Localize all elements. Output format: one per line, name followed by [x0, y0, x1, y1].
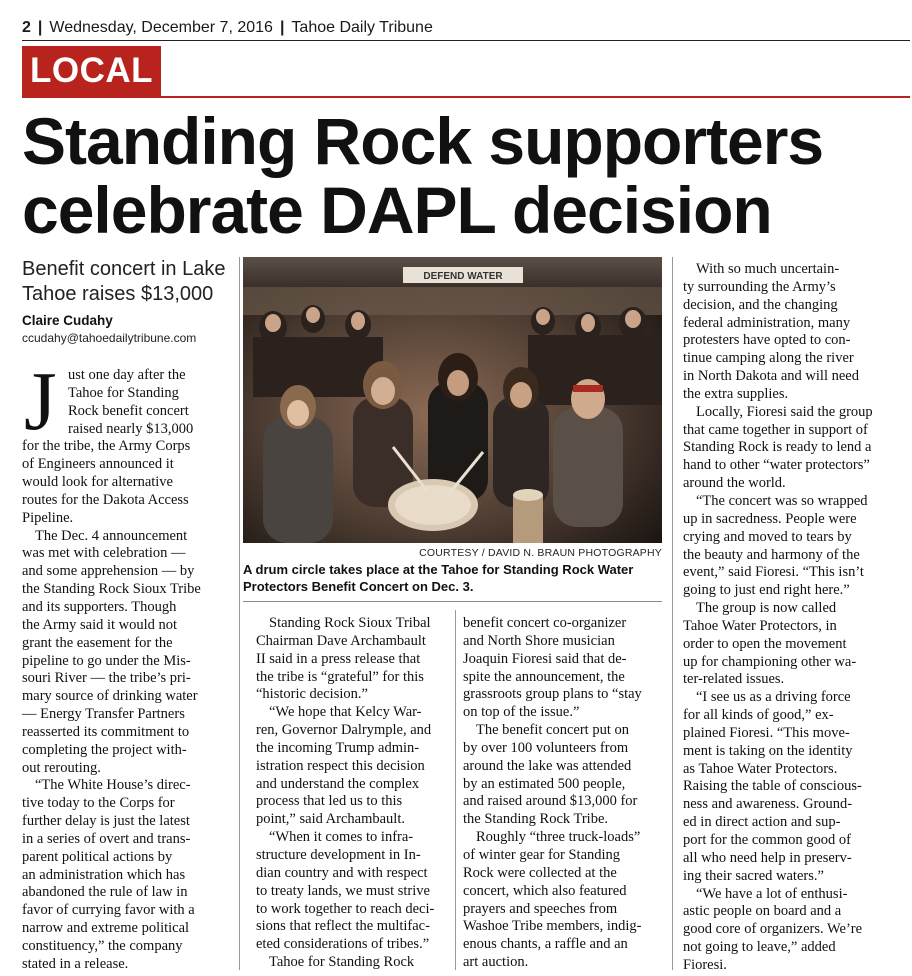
body-line: in North Dakota and will need	[683, 368, 859, 385]
body-line: and raised around $13,000 for	[463, 793, 638, 810]
body-line: Washoe Tribe members, indig-	[463, 918, 642, 935]
section-rule	[22, 96, 910, 98]
body-line: Tahoe Water Protectors, in	[683, 617, 837, 634]
body-line: Standing Rock Sioux Tribal	[269, 615, 431, 631]
body-line: going to just end right here.”	[683, 582, 850, 599]
news-photo	[243, 257, 662, 543]
body-line: constituency,” the company	[22, 938, 183, 954]
folio-line: 2 | Wednesday, December 7, 2016 | Tahoe Daily Tribune	[22, 19, 433, 36]
body-line: and North Shore musician	[463, 632, 615, 649]
body-line: of winter gear for Standing	[463, 846, 621, 863]
body-line: port for the common good of	[683, 832, 851, 848]
body-line: the incoming Trump admin-	[256, 739, 420, 756]
body-line: enous chants, a raffle and an	[463, 936, 628, 953]
body-line: The benefit concert put on	[476, 722, 629, 739]
body-column-3	[463, 615, 663, 972]
body-line: to treaty lands, we must strive	[256, 882, 430, 899]
body-line: further delay is just the latest	[22, 813, 190, 830]
body-line: Tahoe for Standing Rock	[269, 954, 415, 971]
body-line: structure development in In-	[256, 846, 421, 863]
byline-email: ccudahy@tahoedailytribune.com	[22, 331, 197, 345]
body-line: tive today to the Corps for	[22, 795, 175, 812]
column-rule	[672, 257, 673, 970]
body-line: II said in a press release that	[256, 650, 421, 667]
byline-author: Claire Cudahy	[22, 313, 113, 328]
body-line: With so much uncertain-	[696, 261, 840, 277]
body-line: ment is taking on the identity	[683, 742, 853, 759]
body-line: Raising the table of conscious-	[683, 778, 862, 795]
photo-credit: COURTESY / DAVID N. BRAUN PHOTOGRAPHY	[419, 547, 662, 559]
body-line: for all kinds of good,” ex-	[683, 707, 834, 724]
body-line: ed in direct action and sup-	[683, 814, 841, 831]
body-line: point,” said Archambault.	[256, 811, 405, 828]
body-line: benefit concert co-organizer	[463, 615, 627, 631]
body-line: eted considerations of tribes.”	[256, 936, 430, 953]
photo-caption	[243, 561, 662, 595]
banner-text: DEFEND WATER	[423, 271, 503, 282]
body-line: stated in a release.	[22, 955, 129, 972]
deck-line: Tahoe raises $13,000	[22, 283, 214, 305]
body-line: “When it comes to infra-	[269, 829, 414, 846]
body-line: on top of the issue.”	[463, 704, 580, 721]
body-line: ust one day after the	[68, 367, 186, 383]
body-line: and understand the complex	[256, 775, 420, 792]
body-line: sions that reflect the multifac-	[256, 918, 430, 935]
body-line: around the world.	[683, 475, 786, 492]
body-line: the Standing Rock Sioux Tribe	[22, 581, 201, 598]
body-line: Rock were collected at the	[463, 864, 617, 881]
publication-name: Tahoe Daily Tribune	[291, 19, 433, 36]
body-line: of Engineers announced it	[22, 456, 174, 473]
body-line: the tribe is “grateful” for this	[256, 668, 424, 685]
section-label: LOCAL	[22, 46, 161, 96]
drum-circle-photo	[243, 257, 662, 543]
body-line: “The White House’s direc-	[35, 777, 191, 794]
body-line: and its supporters. Though	[22, 598, 177, 615]
body-line: istration respect this decision	[256, 757, 425, 774]
body-line: “I see us as a driving force	[696, 689, 851, 706]
caption-line: Protectors Benefit Concert on Dec. 3.	[243, 579, 474, 594]
body-line: the Army said it would not	[22, 616, 178, 633]
body-line: pipeline to go under the Mis-	[22, 652, 191, 669]
body-line: the extra supplies.	[683, 385, 789, 402]
body-line: Chairman Dave Archambault	[256, 632, 426, 649]
body-line: up in sacredness. People were	[683, 510, 857, 527]
body-line: up for championing other wa-	[683, 653, 857, 670]
body-line: narrow and extreme political	[22, 920, 190, 937]
body-line: “historic decision.”	[256, 686, 368, 703]
headline-line: celebrate DAPL decision	[22, 173, 772, 247]
deck-line: Benefit concert in Lake	[22, 258, 226, 280]
body-line: process that led us to this	[256, 793, 403, 810]
body-line: out rerouting.	[22, 759, 101, 776]
body-line: Rock benefit concert	[68, 402, 189, 419]
body-line: Pipeline.	[22, 509, 74, 526]
body-column-2	[256, 615, 450, 972]
body-line: favor of currying favor with a	[22, 902, 195, 919]
body-column-1	[22, 367, 236, 974]
body-line: hand to other “water protectors”	[683, 457, 870, 474]
body-line: “We hope that Kelcy War-	[269, 704, 422, 721]
body-line: to work together to reach deci-	[256, 900, 435, 917]
body-line: an administration which has	[22, 866, 186, 883]
body-line: Standing Rock is ready to lend a	[683, 439, 872, 456]
body-line: all who need help in preserv-	[683, 849, 852, 866]
body-line: event,” said Fioresi. “This isn’t	[683, 564, 864, 581]
body-line: Fioresi.	[683, 956, 727, 973]
body-line: Joaquin Fioresi said that de-	[463, 650, 627, 667]
body-line: around the lake was attended	[463, 757, 632, 774]
body-line: concert, which also featured	[463, 882, 627, 899]
body-line: was met with celebration —	[22, 545, 186, 562]
body-line: would look for alternative	[22, 474, 173, 491]
body-line: grassroots group plans to “stay	[463, 686, 642, 703]
body-line: not going to leave,” added	[683, 939, 836, 956]
body-line: the Standing Rock Tribe.	[463, 811, 609, 828]
body-line: federal administration, many	[683, 314, 851, 331]
body-line: grant the easement for the	[22, 634, 173, 651]
page-number: 2	[22, 19, 31, 36]
body-line: raised nearly $13,000	[68, 420, 194, 437]
body-line: reasserted its commitment to	[22, 723, 190, 740]
body-line: “The concert was so wrapped	[696, 492, 868, 509]
body-line: ness and awareness. Ground-	[683, 796, 853, 813]
caption-rule	[243, 601, 662, 602]
body-line: astic people on board and a	[683, 903, 842, 920]
body-line: The Dec. 4 announcement	[35, 527, 188, 544]
body-line: that came together in support of	[683, 421, 868, 438]
body-line: by an estimated 500 people,	[463, 775, 626, 792]
drop-cap: J	[24, 355, 57, 448]
body-line: by over 100 volunteers from	[463, 739, 629, 756]
body-line: in a series of overt and trans-	[22, 830, 191, 847]
folio-rule	[22, 40, 910, 41]
body-line: ty surrounding the Army’s	[683, 278, 836, 295]
body-line: — Energy Transfer Partners	[22, 706, 185, 723]
body-line: ren, Governor Dalrymple, and	[256, 722, 432, 739]
body-line: Roughly “three truck-loads”	[476, 829, 641, 846]
body-line: crying and moved to tears by	[683, 528, 852, 545]
deck	[22, 257, 234, 307]
body-line: souri River — the tribe’s pri-	[22, 670, 191, 687]
body-line: mary source of drinking water	[22, 688, 198, 705]
body-line: protesters have opted to con-	[683, 332, 851, 349]
body-line: prayers and speeches from	[463, 900, 618, 917]
headline	[22, 104, 910, 247]
body-line: “We have a lot of enthusi-	[696, 885, 848, 902]
body-line: routes for the Dakota Access	[22, 491, 189, 508]
caption-line: A drum circle takes place at the Tahoe for Standing Rock Water	[243, 562, 634, 577]
body-line: decision, and the changing	[683, 296, 838, 313]
body-line: ing their sacred waters.”	[683, 867, 824, 884]
body-line: the beauty and harmony of the	[683, 546, 860, 563]
issue-date: Wednesday, December 7, 2016	[49, 19, 273, 36]
body-line: good core of organizers. We’re	[683, 921, 863, 938]
body-line: Tahoe for Standing	[68, 384, 179, 401]
body-line: tinue camping along the river	[683, 350, 854, 367]
column-rule	[239, 257, 240, 970]
body-line: and some apprehension — by	[22, 563, 195, 580]
body-line: as Tahoe Water Protectors.	[683, 760, 838, 777]
body-line: completing the project with-	[22, 741, 187, 758]
body-line: dian country and with respect	[256, 864, 428, 881]
body-line: ter-related issues.	[683, 671, 785, 688]
body-line: abandoned the rule of law in	[22, 884, 188, 901]
body-line: art auction.	[463, 954, 529, 971]
body-line: Locally, Fioresi said the group	[696, 403, 873, 420]
body-line: order to open the movement	[683, 635, 847, 652]
body-line: parent political actions by	[22, 848, 173, 865]
body-column-4	[683, 261, 893, 975]
headline-line: Standing Rock supporters	[22, 104, 824, 178]
body-line: for the tribe, the Army Corps	[22, 438, 191, 455]
body-line: plained Fioresi. “This move-	[683, 724, 850, 741]
body-line: The group is now called	[696, 600, 837, 617]
column-rule	[455, 610, 456, 970]
body-line: spite the announcement, the	[463, 668, 625, 685]
